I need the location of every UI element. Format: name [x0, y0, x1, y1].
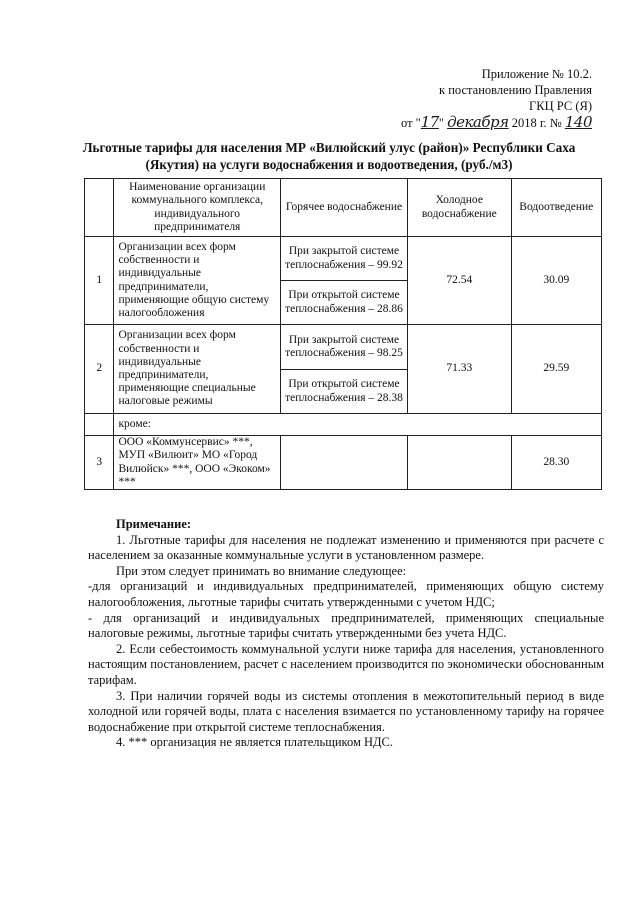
row1-cold: 72.54 — [407, 237, 511, 325]
row3-num: 3 — [85, 436, 114, 490]
table-header-row — [85, 179, 602, 237]
row3-organization: ООО «Коммунсервис» ***, МУП «Вилюит» МО «Город Вилюйск» ***, ООО «Экоком» *** — [114, 436, 281, 490]
date-year: 2018 г. № — [511, 116, 562, 130]
row2-waste: 29.59 — [511, 325, 601, 414]
date-quote: " — [438, 116, 444, 130]
header-organization: Наименование организации коммунального комплекса, индивидуального предпринимателя — [114, 179, 281, 237]
row1-hot-closed: При закрытой системе теплоснабжения – 99.92 — [281, 237, 408, 281]
appendix-resolution: к постановлению Правления — [439, 83, 592, 97]
table-row — [85, 414, 602, 436]
row2-organization: Организации всех форм собственности и индивидуальные предприниматели, применяющие специальные налоговые режимы — [114, 325, 281, 414]
note-1-general: -для организаций и индивидуальных предпринимателей, применяющих общую систему налогообложения, льготные тарифы считать утвержденными с учетом НДС; — [88, 579, 604, 609]
row1-waste: 30.09 — [511, 237, 601, 325]
note-4: 4. *** организация не является плательщиком НДС. — [116, 735, 394, 750]
appendix-date-line — [401, 114, 592, 131]
appendix-authority: ГКЦ РС (Я) — [529, 99, 592, 113]
notes-heading: Примечание: — [116, 517, 192, 531]
date-number-handwritten: 140 — [564, 113, 592, 131]
header-cold-water: Холодное водоснабжение — [407, 179, 511, 237]
row2-num: 2 — [85, 325, 114, 414]
date-month-handwritten: декабря — [447, 113, 509, 131]
note-1-special: - для организаций и индивидуальных предпринимателей, применяющих специальные налоговые режимы, льготные тарифы считать утвержденными без учета НДС. — [88, 610, 604, 641]
row3-hot — [281, 436, 408, 490]
date-prefix: от " — [400, 116, 421, 130]
appendix-block — [401, 66, 592, 131]
except-label: кроме: — [114, 414, 602, 436]
notes-section — [88, 517, 604, 751]
row3-cold — [407, 436, 511, 490]
row2-hot-open: При открытой системе теплоснабжения – 28.38 — [281, 370, 408, 414]
table-row — [85, 325, 602, 370]
appendix-number: Приложение № 10.2. — [481, 67, 592, 81]
document-title: Льготные тарифы для населения МР «Вилюйский улус (район)» Республики Саха (Якутия) на услуги водоснабжения и водоотведения, (руб./м3) — [82, 140, 576, 172]
row2-hot-closed: При закрытой системе теплоснабжения – 98.25 — [281, 325, 408, 370]
row1-hot-open: При открытой системе теплоснабжения – 28.86 — [281, 281, 408, 325]
tariffs-table — [84, 178, 602, 490]
date-day-handwritten: 17 — [420, 113, 439, 131]
header-wastewater: Водоотведение — [511, 179, 601, 237]
row3-waste: 28.30 — [511, 436, 601, 490]
note-3: 3. При наличии горячей воды из системы отопления в межотопительный период в виде холодной или горячей воды, плата с населения взимается по установленному тарифу на горячее водоснабжение при открытой системе теплоснабжения. — [88, 688, 604, 734]
row2-cold: 71.33 — [407, 325, 511, 414]
row1-organization: Организации всех форм собственности и индивидуальные предприниматели, применяющие общую систему налогообложения — [114, 237, 281, 325]
row1-num: 1 — [85, 237, 114, 325]
table-row — [85, 237, 602, 281]
note-1-intro: При этом следует принимать во внимание следующее: — [116, 563, 407, 578]
note-2: 2. Если себестоимость коммунальной услуги ниже тарифа для населения, установленного настоящим постановлением, расчет с населением производится по экономически обоснованным тарифам. — [88, 641, 604, 687]
table-row — [85, 436, 602, 490]
header-hot-water: Горячее водоснабжение — [281, 179, 408, 237]
note-1: 1. Льготные тарифы для населения не подлежат изменению и применяются при расчете с населением за оказанные коммунальные услуги в установленном размере. — [88, 532, 604, 563]
header-num — [85, 179, 114, 237]
except-num — [85, 414, 114, 436]
